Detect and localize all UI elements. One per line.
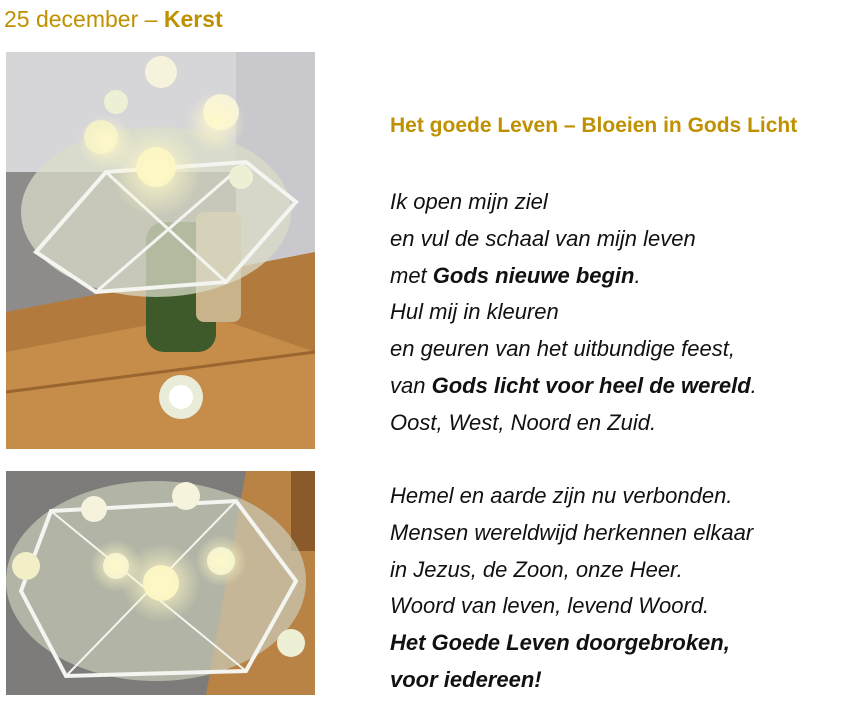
poem-line: Oost, West, Noord en Zuid. xyxy=(390,409,657,435)
title-date: 25 december xyxy=(4,6,139,32)
poem-line: voor iedereen! xyxy=(390,666,542,692)
title-separator: – xyxy=(138,6,164,32)
poem-line: Hul mij in kleuren xyxy=(390,299,559,325)
poem-stanza-1 xyxy=(390,184,757,442)
poem-line: en vul de schaal van mijn leven xyxy=(390,225,696,251)
page-title xyxy=(4,6,223,33)
photo-arrangement-top xyxy=(6,52,315,449)
poem-stanza-2 xyxy=(390,478,753,699)
poem-line: en geuren van het uitbundige feest, xyxy=(390,336,735,362)
poem-line: in Jezus, de Zoon, onze Heer. xyxy=(390,556,683,582)
poem-line: Woord van leven, levend Woord. xyxy=(390,593,710,619)
title-feast: Kerst xyxy=(163,6,223,32)
flower-arrangement-photo-icon xyxy=(6,471,315,695)
poem-line: Ik open mijn ziel xyxy=(390,189,548,214)
poem-line: Hemel en aarde zijn nu verbonden. xyxy=(390,483,733,508)
poem-line: Mensen wereldwijd herkennen elkaar xyxy=(390,519,754,545)
photo-arrangement-overhead xyxy=(6,471,315,695)
poem-line: Het Goede Leven doorgebroken, xyxy=(390,630,730,656)
poem-line: met Gods nieuwe begin. xyxy=(390,262,641,288)
poem-line: van Gods licht voor heel de wereld. xyxy=(390,372,757,398)
poem-title: Het goede Leven – Bloeien in Gods Licht xyxy=(390,114,798,137)
flower-arrangement-photo-icon xyxy=(6,52,315,449)
